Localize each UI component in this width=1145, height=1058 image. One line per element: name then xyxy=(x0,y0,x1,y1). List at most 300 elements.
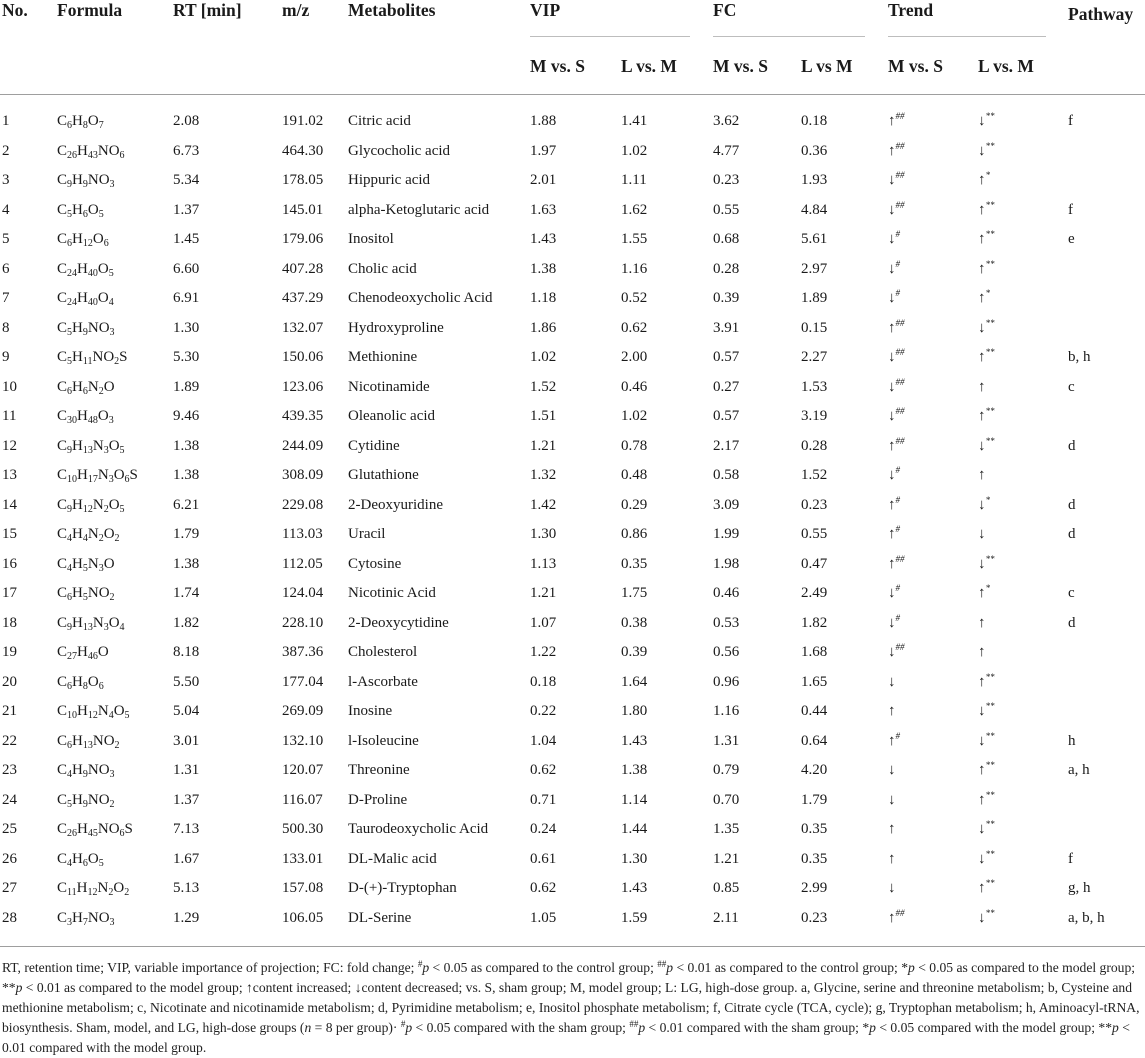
metabolite-name: Uracil xyxy=(348,526,386,542)
significance-mark: ## xyxy=(895,170,905,180)
row-number: 2 xyxy=(2,142,10,159)
formula-part: H xyxy=(72,378,83,395)
row-number: 7 xyxy=(2,290,10,306)
table-row xyxy=(0,727,1145,757)
vip-m-vs-s: 0.18 xyxy=(530,673,557,690)
formula-part: H xyxy=(72,201,83,218)
trend-arrow-icon: ↑ xyxy=(978,378,986,395)
trend-arrow-icon: ↑ xyxy=(978,231,986,247)
footnote-segment: p xyxy=(908,960,915,975)
significance-mark: ** xyxy=(985,317,995,328)
formula-part: 6 xyxy=(119,828,125,839)
formula-part: O xyxy=(92,231,104,247)
footnote-segment: < 0.05 compared with the model group; ** xyxy=(875,1020,1112,1035)
chemical-formula xyxy=(57,791,115,809)
formula-part: 3 xyxy=(109,326,115,338)
trend-m-vs-s xyxy=(888,584,900,602)
significance-mark: # xyxy=(895,229,900,239)
formula-part: S xyxy=(124,821,133,837)
trend-l-vs-m xyxy=(978,201,995,219)
formula-part: 5 xyxy=(82,592,88,603)
vip-l-vs-m: 0.48 xyxy=(621,467,648,483)
significance-mark: ## xyxy=(895,111,905,121)
formula-part: C xyxy=(57,467,68,483)
formula-part: 2 xyxy=(124,887,130,898)
footnote-segment: p xyxy=(405,1020,413,1035)
header-fc-ms: M vs. S xyxy=(713,56,768,76)
formula-part: O xyxy=(97,260,109,277)
formula-part: N xyxy=(87,555,99,572)
footnote-segment: < 0.01 as compared to the model group; ↑content increased; ↓content decreased; vs. S, sham group; M, model group; L: LG, high-dose group. a, Glycine, serine and threonine metabolism; b, Cysteine and methionine metabolism; c, Nicotinate and nicotinamide metabolism; d, Pyrimidine metabolism; e, Inositol phosphate metabolism; f, Citrate cycle (TCA, cycle); g, Tryptophan metabolism; h, Aminoacyl-tRNA, biosynthesis. Sham, model, and LG, high-dose groups ( xyxy=(2,980,1140,1035)
retention-time: 8.18 xyxy=(173,644,200,660)
chemical-formula xyxy=(57,466,138,484)
significance-mark: ** xyxy=(985,848,995,859)
vip-l-vs-m: 0.38 xyxy=(621,614,648,631)
formula-part: 12 xyxy=(87,710,98,721)
formula-part: 9 xyxy=(67,621,73,633)
formula-part: H xyxy=(76,880,88,896)
footnote-segment: = 8 per group)· xyxy=(311,1020,401,1035)
retention-time: 5.50 xyxy=(173,673,200,690)
header-vip-lm: L vs. M xyxy=(621,56,677,76)
footnote-segment: p xyxy=(638,1020,646,1035)
trend-arrow-icon: ↓ xyxy=(888,172,896,188)
header-fc-lm: L vs M xyxy=(801,56,853,76)
significance-mark: ** xyxy=(985,878,995,888)
trend-arrow-icon: ↓ xyxy=(978,821,986,837)
mass-to-charge: 123.06 xyxy=(282,378,324,395)
header-trend-ms: M vs. S xyxy=(888,56,943,76)
formula-part: 6 xyxy=(98,680,104,692)
fc-l-vs-m: 3.19 xyxy=(801,408,828,424)
formula-part: O xyxy=(113,467,125,483)
trend-l-vs-m xyxy=(978,496,990,514)
vip-m-vs-s: 1.21 xyxy=(530,585,557,601)
formula-part: 12 xyxy=(82,503,93,515)
trend-l-vs-m xyxy=(978,112,995,130)
formula-part: O xyxy=(87,201,99,218)
footnote-segment: ## xyxy=(657,959,667,969)
table-row xyxy=(0,756,1145,786)
formula-part: 5 xyxy=(82,562,88,574)
formula-part: H xyxy=(72,614,83,631)
fc-l-vs-m: 2.97 xyxy=(801,260,828,277)
mass-to-charge: 387.36 xyxy=(282,644,324,660)
significance-mark: ## xyxy=(895,347,905,357)
trend-arrow-icon: ↑ xyxy=(888,142,896,159)
formula-part: 5 xyxy=(67,208,73,220)
formula-part: 11 xyxy=(67,887,77,898)
retention-time: 1.79 xyxy=(173,526,200,542)
row-number: 1 xyxy=(2,113,10,129)
metabolite-name: Chenodeoxycholic Acid xyxy=(348,290,493,306)
formula-part: H xyxy=(72,732,83,749)
formula-part: N xyxy=(97,880,109,896)
vip-m-vs-s: 1.86 xyxy=(530,319,557,336)
vip-m-vs-s: 1.21 xyxy=(530,437,557,454)
trend-arrow-icon: ↑ xyxy=(978,349,986,365)
vip-l-vs-m: 0.35 xyxy=(621,555,648,572)
formula-part: 4 xyxy=(119,621,125,633)
formula-part: 6 xyxy=(67,120,73,131)
chemical-formula xyxy=(57,702,130,720)
trend-arrow-icon: ↓ xyxy=(978,732,986,749)
trend-m-vs-s xyxy=(888,496,900,514)
formula-part: 30 xyxy=(67,415,78,426)
formula-part: C xyxy=(57,142,68,159)
metabolite-name: DL-Malic acid xyxy=(348,850,437,867)
row-number: 12 xyxy=(2,437,17,454)
formula-part: C xyxy=(57,762,68,778)
vip-l-vs-m: 0.29 xyxy=(621,496,648,513)
trend-arrow-icon: ↑ xyxy=(978,408,986,424)
significance-mark: # xyxy=(895,583,900,593)
table-row xyxy=(0,255,1145,285)
trend-m-vs-s xyxy=(888,525,900,543)
pathway-code: d xyxy=(1068,496,1076,513)
vip-l-vs-m: 1.59 xyxy=(621,909,648,926)
fc-m-vs-s: 0.27 xyxy=(713,378,740,395)
trend-arrow-icon: ↑ xyxy=(978,791,986,808)
formula-part: 3 xyxy=(108,415,114,426)
significance-mark: ** xyxy=(985,907,995,918)
trend-arrow-icon: ↑ xyxy=(888,909,896,926)
vip-m-vs-s: 1.18 xyxy=(530,290,557,306)
formula-part: O xyxy=(97,290,109,306)
metabolite-name: Citric acid xyxy=(348,113,411,129)
pathway-code: a, h xyxy=(1068,762,1090,778)
table-row xyxy=(0,107,1145,137)
retention-time: 1.67 xyxy=(173,850,200,867)
formula-part: 9 xyxy=(82,179,88,190)
header-bottom-rule xyxy=(0,94,1145,95)
significance-mark: ## xyxy=(895,553,905,564)
trend-l-vs-m xyxy=(978,614,986,632)
trend-arrow-icon: ↑ xyxy=(978,614,986,631)
fc-m-vs-s: 0.46 xyxy=(713,585,740,601)
footnote-segment: p xyxy=(15,980,23,995)
formula-part: 13 xyxy=(82,621,93,633)
mass-to-charge: 145.01 xyxy=(282,201,324,218)
formula-part: NO xyxy=(97,821,120,837)
retention-time: 6.60 xyxy=(173,260,200,277)
trend-arrow-icon: ↑ xyxy=(978,201,986,218)
row-number: 10 xyxy=(2,378,17,395)
vip-l-vs-m: 1.30 xyxy=(621,850,648,867)
formula-part: 3 xyxy=(108,474,114,485)
mass-to-charge: 464.30 xyxy=(282,142,324,159)
significance-mark: ** xyxy=(985,229,995,239)
formula-part: 12 xyxy=(87,887,98,898)
vip-m-vs-s: 2.01 xyxy=(530,172,557,188)
metabolite-name: Glutathione xyxy=(348,467,419,483)
fc-m-vs-s: 0.53 xyxy=(713,614,740,631)
trend-m-vs-s xyxy=(888,407,905,425)
row-number: 26 xyxy=(2,850,17,867)
significance-mark: ** xyxy=(985,789,995,800)
footnote-segment: < 0.01 compared with the model group. xyxy=(2,1020,1130,1055)
header-rt: RT [min] xyxy=(173,0,242,20)
mass-to-charge: 124.04 xyxy=(282,585,324,601)
fc-l-vs-m: 1.68 xyxy=(801,644,828,660)
trend-arrow-icon: ↓ xyxy=(978,496,986,513)
formula-part: 7 xyxy=(82,916,88,928)
trend-l-vs-m xyxy=(978,820,995,838)
chemical-formula xyxy=(57,525,120,543)
formula-part: 9 xyxy=(67,444,73,456)
trend-m-vs-s xyxy=(888,319,905,337)
formula-part: S xyxy=(129,467,138,483)
trend-arrow-icon: ↓ xyxy=(888,201,896,218)
significance-mark: * xyxy=(985,583,990,593)
mass-to-charge: 191.02 xyxy=(282,113,324,129)
trend-arrow-icon: ↓ xyxy=(978,526,986,542)
fc-l-vs-m: 0.55 xyxy=(801,526,828,542)
fc-l-vs-m: 0.18 xyxy=(801,113,828,129)
fc-m-vs-s: 0.96 xyxy=(713,673,740,690)
formula-part: H xyxy=(72,172,83,188)
significance-mark: # xyxy=(895,258,900,269)
vip-m-vs-s: 0.24 xyxy=(530,821,557,837)
mass-to-charge: 437.29 xyxy=(282,290,324,306)
trend-m-vs-s xyxy=(888,142,905,160)
trend-m-vs-s xyxy=(888,879,896,897)
trend-m-vs-s xyxy=(888,761,896,779)
row-number: 9 xyxy=(2,349,10,365)
table-body xyxy=(0,107,1145,933)
retention-time: 1.45 xyxy=(173,231,200,247)
retention-time: 1.38 xyxy=(173,467,200,483)
header-metabolites: Metabolites xyxy=(348,0,436,20)
table-row xyxy=(0,373,1145,403)
trend-l-vs-m xyxy=(978,319,995,337)
trend-arrow-icon: ↑ xyxy=(888,437,896,454)
row-number: 20 xyxy=(2,673,17,690)
trend-m-vs-s xyxy=(888,820,896,838)
formula-part: N xyxy=(92,614,104,631)
formula-part: 48 xyxy=(87,415,98,426)
retention-time: 5.04 xyxy=(173,703,200,719)
footnote-segment: n xyxy=(304,1020,312,1035)
fc-l-vs-m: 0.47 xyxy=(801,555,828,572)
table-row xyxy=(0,786,1145,816)
formula-part: 6 xyxy=(103,238,109,249)
table-row xyxy=(0,874,1145,904)
vip-m-vs-s: 0.61 xyxy=(530,850,557,867)
fc-m-vs-s: 0.39 xyxy=(713,290,740,306)
formula-part: 2 xyxy=(103,503,109,515)
trend-l-vs-m xyxy=(978,230,995,248)
trend-arrow-icon: ↑ xyxy=(978,880,986,896)
mass-to-charge: 244.09 xyxy=(282,437,324,454)
retention-time: 1.38 xyxy=(173,555,200,572)
formula-part: 5 xyxy=(67,798,73,810)
formula-part: 3 xyxy=(103,621,109,633)
mass-to-charge: 116.07 xyxy=(282,791,323,808)
trend-m-vs-s xyxy=(888,555,905,573)
retention-time: 5.34 xyxy=(173,172,200,188)
vip-m-vs-s: 1.43 xyxy=(530,231,557,247)
formula-part: 5 xyxy=(108,267,114,279)
formula-part: 3 xyxy=(109,769,115,780)
vip-m-vs-s: 1.42 xyxy=(530,496,557,513)
fc-l-vs-m: 4.84 xyxy=(801,201,828,218)
metabolite-name: 2-Deoxycytidine xyxy=(348,614,449,631)
chemical-formula xyxy=(57,673,104,691)
pathway-code: d xyxy=(1068,614,1076,631)
trend-m-vs-s xyxy=(888,437,905,455)
metabolite-name: Nicotinamide xyxy=(348,378,430,395)
significance-mark: ## xyxy=(895,435,905,446)
formula-part: C xyxy=(57,496,68,513)
formula-part: C xyxy=(57,791,68,808)
formula-part: C xyxy=(57,408,68,424)
vip-l-vs-m: 1.44 xyxy=(621,821,648,837)
formula-part: NO xyxy=(87,791,110,808)
vip-l-vs-m: 1.55 xyxy=(621,231,648,247)
trend-arrow-icon: ↑ xyxy=(978,172,986,188)
formula-part: C xyxy=(57,909,68,926)
row-number: 11 xyxy=(2,408,17,424)
pathway-code: h xyxy=(1068,732,1076,749)
retention-time: 7.13 xyxy=(173,821,200,837)
footnote-segment: p xyxy=(1112,1020,1119,1035)
chemical-formula xyxy=(57,437,125,455)
retention-time: 1.30 xyxy=(173,319,200,336)
fc-m-vs-s: 1.98 xyxy=(713,555,740,572)
fc-m-vs-s: 1.99 xyxy=(713,526,740,542)
footnote-segment: p xyxy=(666,960,674,975)
formula-part: O xyxy=(113,703,125,719)
trend-l-vs-m xyxy=(978,407,995,425)
formula-part: O xyxy=(108,614,120,631)
fc-m-vs-s: 1.35 xyxy=(713,821,740,837)
significance-mark: # xyxy=(895,465,900,475)
metabolite-name: Cytosine xyxy=(348,555,402,572)
header-no: No. xyxy=(2,0,28,20)
pathway-code: e xyxy=(1068,231,1075,247)
formula-part: C xyxy=(57,732,68,749)
formula-part: H xyxy=(72,909,83,926)
trend-l-vs-m xyxy=(978,702,995,720)
significance-mark: ## xyxy=(895,376,905,387)
trend-arrow-icon: ↑ xyxy=(978,585,986,601)
pathway-code: f xyxy=(1068,201,1073,218)
significance-mark: ** xyxy=(985,140,995,151)
trend-arrow-icon: ↓ xyxy=(888,231,896,247)
formula-part: C xyxy=(57,673,68,690)
row-number: 5 xyxy=(2,231,10,247)
formula-part: 45 xyxy=(87,828,98,839)
trend-arrow-icon: ↓ xyxy=(888,673,896,690)
table-row xyxy=(0,609,1145,639)
chemical-formula xyxy=(57,643,109,661)
fc-l-vs-m: 0.35 xyxy=(801,850,828,867)
significance-mark: ## xyxy=(895,406,905,416)
formula-part: 4 xyxy=(82,533,88,544)
significance-mark: # xyxy=(895,494,900,505)
formula-part: 6 xyxy=(67,592,73,603)
formula-part: 2 xyxy=(109,798,115,810)
trend-l-vs-m xyxy=(978,525,986,543)
fc-l-vs-m: 0.23 xyxy=(801,909,828,926)
retention-time: 1.82 xyxy=(173,614,200,631)
trend-l-vs-m xyxy=(978,437,995,455)
footnote-segment: < 0.05 compared with the sham group; xyxy=(412,1020,630,1035)
vip-m-vs-s: 0.62 xyxy=(530,880,557,896)
retention-time: 6.21 xyxy=(173,496,200,513)
trend-arrow-icon: ↓ xyxy=(978,113,986,129)
vip-l-vs-m: 2.00 xyxy=(621,349,648,365)
formula-part: C xyxy=(57,526,68,542)
table-footnote xyxy=(2,958,1142,1058)
trend-m-vs-s xyxy=(888,289,900,307)
vip-m-vs-s: 1.88 xyxy=(530,113,557,129)
formula-part: 9 xyxy=(82,798,88,810)
trend-arrow-icon: ↑ xyxy=(888,821,896,837)
metabolite-name: Threonine xyxy=(348,762,410,778)
vip-l-vs-m: 1.02 xyxy=(621,408,648,424)
trend-m-vs-s xyxy=(888,614,900,632)
table-row xyxy=(0,402,1145,432)
formula-part: 8 xyxy=(82,680,88,692)
trend-l-vs-m xyxy=(978,260,995,278)
formula-part: O xyxy=(87,113,99,129)
significance-mark: ## xyxy=(895,642,905,652)
fc-m-vs-s: 1.21 xyxy=(713,850,740,867)
formula-part: 4 xyxy=(108,710,114,721)
formula-part: C xyxy=(57,821,68,837)
vip-l-vs-m: 0.78 xyxy=(621,437,648,454)
significance-mark: * xyxy=(985,170,990,180)
vip-l-vs-m: 0.62 xyxy=(621,319,648,336)
row-number: 6 xyxy=(2,260,10,277)
trend-arrow-icon: ↑ xyxy=(888,496,896,513)
header-pathway: Pathway xyxy=(1068,4,1134,24)
retention-time: 6.91 xyxy=(173,290,200,306)
fc-l-vs-m: 1.53 xyxy=(801,378,828,395)
trend-arrow-icon: ↓ xyxy=(888,349,896,365)
vip-l-vs-m: 1.80 xyxy=(621,703,648,719)
metabolite-name: Inosine xyxy=(348,703,393,719)
formula-part: H xyxy=(72,526,83,542)
vip-l-vs-m: 1.43 xyxy=(621,880,648,896)
trend-m-vs-s xyxy=(888,112,905,130)
formula-part: N xyxy=(87,526,99,542)
formula-part: O xyxy=(108,496,120,513)
vip-m-vs-s: 1.02 xyxy=(530,349,557,365)
formula-part: C xyxy=(57,437,68,454)
trend-m-vs-s xyxy=(888,909,905,927)
row-number: 14 xyxy=(2,496,17,513)
formula-part: 2 xyxy=(114,533,120,544)
trend-arrow-icon: ↓ xyxy=(978,703,986,719)
chemical-formula xyxy=(57,348,128,366)
trend-arrow-icon: ↓ xyxy=(978,437,986,454)
significance-mark: ** xyxy=(985,347,995,357)
chemical-formula xyxy=(57,289,114,307)
formula-part: N xyxy=(92,437,104,454)
metabolite-name: Cytidine xyxy=(348,437,400,454)
formula-part: C xyxy=(57,555,68,572)
footnote-segment: p xyxy=(422,960,430,975)
formula-part: N xyxy=(97,467,109,483)
pathway-code: d xyxy=(1068,437,1076,454)
significance-mark: # xyxy=(895,524,900,534)
trend-l-vs-m xyxy=(978,761,995,779)
mass-to-charge: 229.08 xyxy=(282,496,324,513)
formula-part: H xyxy=(77,821,88,837)
